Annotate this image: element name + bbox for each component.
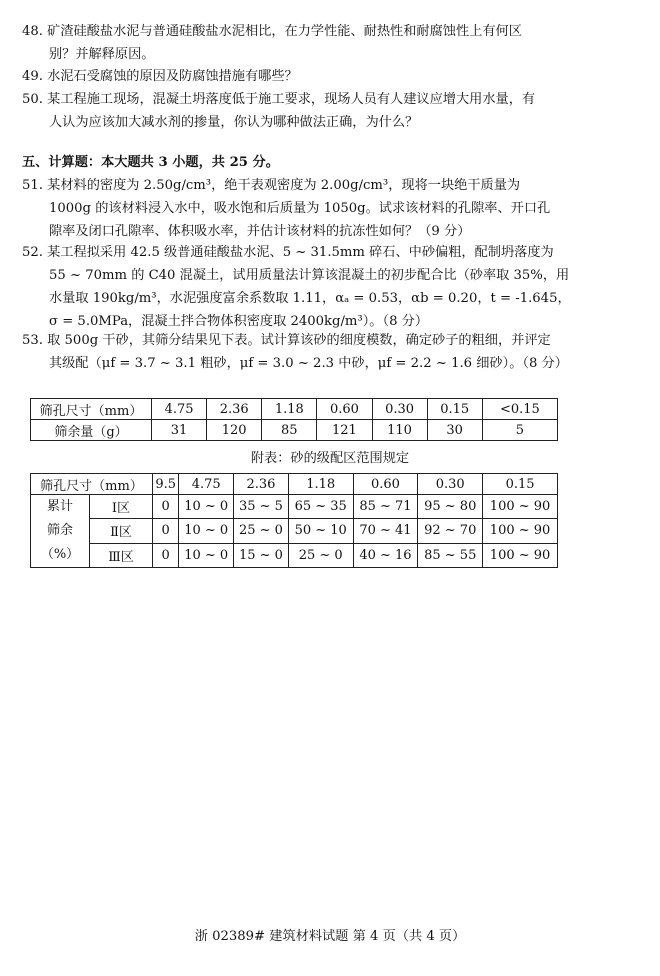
question-line: 49. 水泥石受腐蚀的原因及防腐蚀措施有哪些？ [22, 69, 298, 84]
table-cell: 100 ~ 90 [483, 519, 558, 543]
table-cell: 100 ~ 90 [483, 543, 558, 567]
table-cell: 2.36 [234, 474, 289, 495]
zone-label-cell: Ⅱ区 [90, 519, 153, 543]
question-50 [22, 88, 582, 134]
question-line: σ = 5.0MPa，混凝土拌合物体积密度取 2400kg/m³）。（8 分） [49, 314, 429, 329]
table-caption: 附表：砂的级配区范围规定 [250, 451, 410, 466]
table-cell: 0.30 [418, 474, 483, 495]
question-line: 1000g 的该材料浸入水中，吸水饱和后质量为 1050g。试求该材料的孔隙率、开口孔 [49, 201, 551, 216]
table-cell: 0.15 [427, 399, 482, 420]
table-cell: 1.18 [262, 399, 317, 420]
question-52 [22, 241, 582, 333]
group-label-line: 筛余 [46, 523, 73, 538]
question-line: 其级配（μf = 3.7 ~ 3.1 粗砂，μf = 3.0 ~ 2.3 中砂，μf = 2.2 ~ 1.6 细砂）。（8 分） [49, 356, 568, 371]
header-cell: 筛孔尺寸（mm） [31, 399, 152, 420]
table-cell: 0.15 [483, 474, 558, 495]
table-cell: 95 ~ 80 [418, 495, 483, 519]
table-cell: 100 ~ 90 [483, 495, 558, 519]
table-row [31, 420, 558, 441]
table-cell: 121 [317, 420, 372, 441]
question-line: 48. 矿渣硅酸盐水泥与普通硅酸盐水泥相比，在力学性能、耐热性和耐腐蚀性上有何区 [22, 24, 522, 39]
question-line: 水量取 190kg/m³，水泥强度富余系数取 1.11，αₐ = 0.53，αb = 0.20，t = -1.645， [49, 291, 571, 306]
table-cell: 0 [153, 495, 179, 519]
zone-label-cell: Ⅰ区 [90, 495, 153, 519]
question-51 [22, 174, 582, 243]
zone-label-cell: Ⅲ区 [90, 543, 153, 567]
table-cell: 31 [152, 420, 207, 441]
table-cell: 0.30 [372, 399, 427, 420]
table-cell: <0.15 [482, 399, 557, 420]
sieve-result-table [30, 398, 558, 441]
table-cell: 2.36 [207, 399, 262, 420]
question-line: 别？并解释原因。 [49, 47, 155, 62]
table-cell: 4.75 [179, 474, 234, 495]
table-cell: 0 [153, 543, 179, 567]
table-row [31, 543, 558, 567]
question-line: 50. 某工程施工现场，混凝土坍落度低于施工要求，现场人员有人建议应增大用水量，有 [22, 92, 536, 107]
question-line: 55 ~ 70mm 的 C40 混凝土，试用质量法计算该混凝土的初步配合比（砂率取 35%，用 [49, 268, 570, 283]
table-row [31, 495, 558, 519]
header-cell: 筛孔尺寸（mm） [31, 474, 153, 495]
table-cell: 1.18 [288, 474, 353, 495]
table-cell: 65 ~ 35 [288, 495, 353, 519]
question-line: 51. 某材料的密度为 2.50g/cm³，绝干表观密度为 2.00g/cm³，现将一块绝干质量为 [22, 178, 521, 193]
table-cell: 15 ~ 0 [234, 543, 289, 567]
table-cell: 70 ~ 41 [353, 519, 418, 543]
question-48 [22, 20, 582, 66]
grading-zone-table [30, 473, 558, 568]
table-cell: 25 ~ 0 [234, 519, 289, 543]
table-cell: 0.60 [353, 474, 418, 495]
table-cell: 85 [262, 420, 317, 441]
table-cell: 35 ~ 5 [234, 495, 289, 519]
table-row [31, 519, 558, 543]
table-cell: 30 [427, 420, 482, 441]
table-cell: 10 ~ 0 [179, 543, 234, 567]
table-cell: 110 [372, 420, 427, 441]
table-cell: 10 ~ 0 [179, 519, 234, 543]
question-line: 人认为应该加大减水剂的掺量，你认为哪种做法正确，为什么？ [49, 115, 419, 130]
group-label-cell [31, 495, 90, 568]
section-title: 五、计算题：本大题共 3 小题，共 25 分。 [22, 155, 279, 170]
table-row [31, 399, 558, 420]
table-cell: 9.5 [153, 474, 179, 495]
table-cell: 120 [207, 420, 262, 441]
question-line: 52. 某工程拟采用 42.5 级普通硅酸盐水泥、5 ~ 31.5mm 碎石、中砂偏粗，配制坍落度为 [22, 245, 554, 260]
table-row [31, 474, 558, 495]
table-cell: 5 [482, 420, 557, 441]
question-line: 53. 取 500g 干砂，其筛分结果见下表。试计算该砂的细度模数，确定砂子的粗细，并评定 [22, 333, 551, 348]
table-cell: 25 ~ 0 [288, 543, 353, 567]
page-footer: 浙 02389# 建筑材料试题 第 4 页（共 4 页） [194, 929, 466, 944]
question-line: 隙率及闭口孔隙率、体积吸水率，并估计该材料的抗冻性如何？（9 分） [49, 224, 471, 239]
group-label-line: （%） [40, 547, 80, 562]
table-cell: 50 ~ 10 [288, 519, 353, 543]
table-cell: 92 ~ 70 [418, 519, 483, 543]
table-cell: 0.60 [317, 399, 372, 420]
table-cell: 85 ~ 55 [418, 543, 483, 567]
table-cell: 0 [153, 519, 179, 543]
table-cell: 4.75 [152, 399, 207, 420]
row-label-cell: 筛余量（g） [31, 420, 152, 441]
table-cell: 40 ~ 16 [353, 543, 418, 567]
table-cell: 10 ~ 0 [179, 495, 234, 519]
question-49 [22, 65, 582, 88]
group-label-line: 累计 [46, 499, 73, 514]
question-53 [22, 329, 582, 375]
table-cell: 85 ~ 71 [353, 495, 418, 519]
